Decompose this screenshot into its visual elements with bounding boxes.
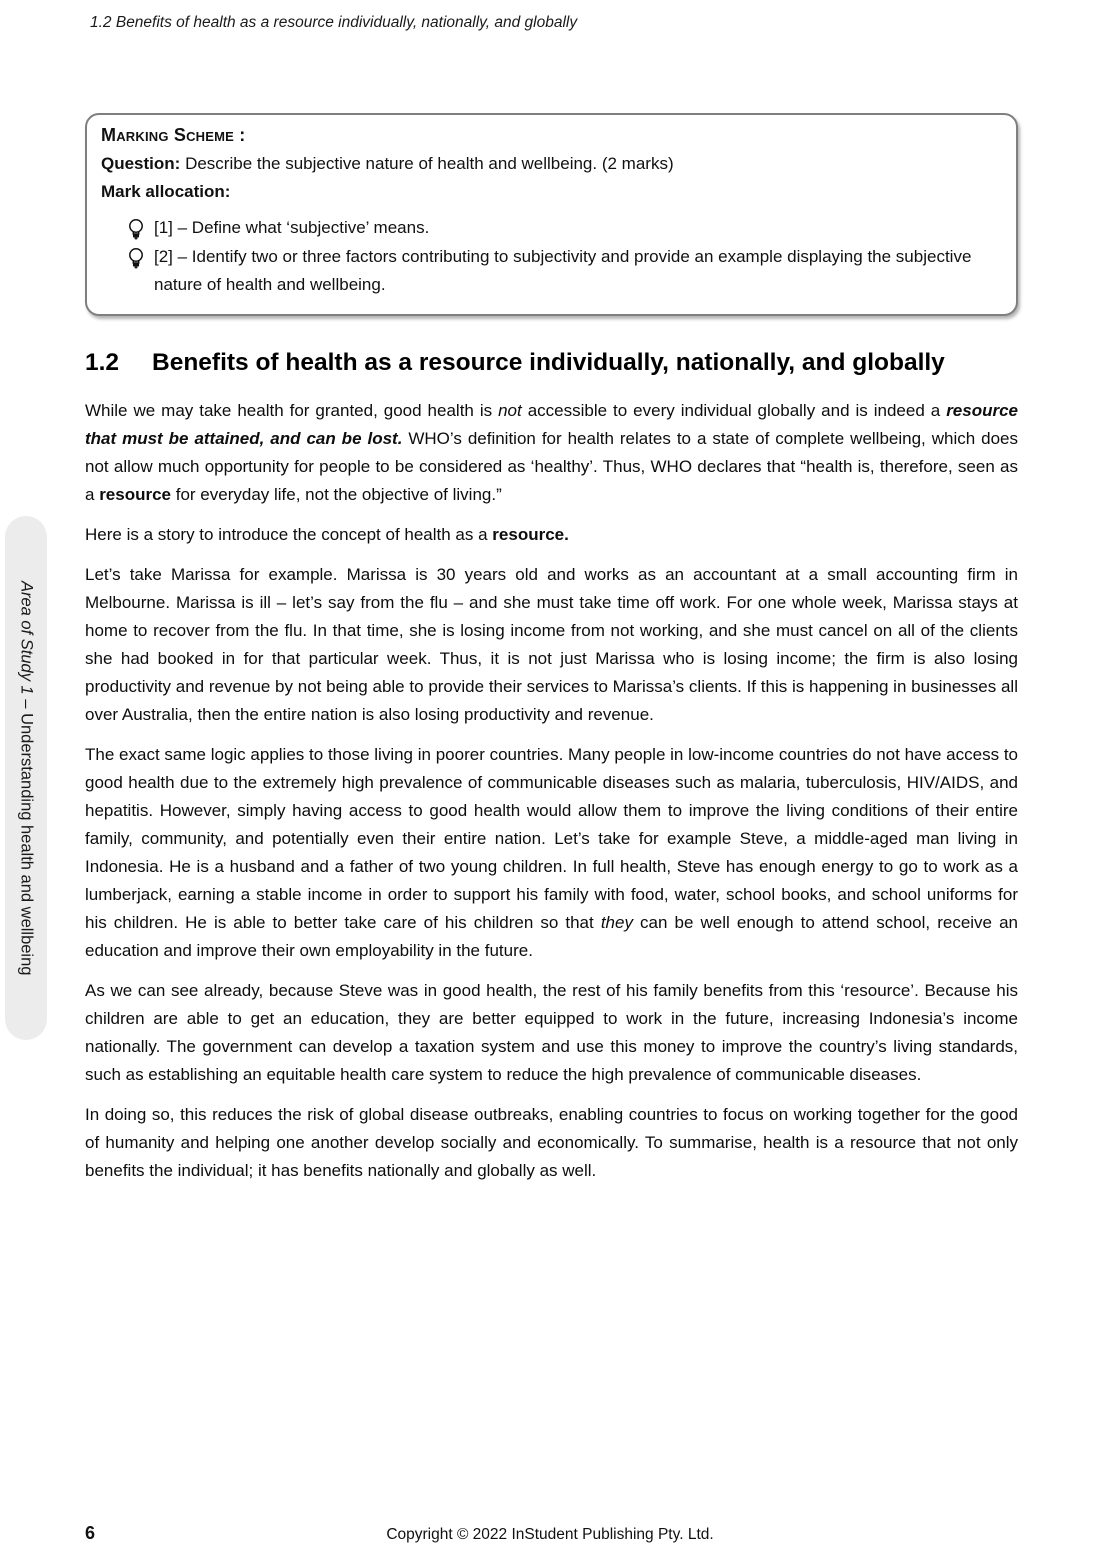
question-label: Question: bbox=[101, 154, 181, 173]
paragraph: In doing so, this reduces the risk of global disease outbreaks, enabling countries to focus on working together for the good of humanity and helping one another develop socially and economically. To summarise, health is a resource that not only benefits the individual; it has benefits nationally and globally as well. bbox=[85, 1105, 1018, 1180]
section-heading bbox=[85, 343, 1018, 382]
copyright-text: Copyright © 2022 InStudent Publishing Pty. Ltd. bbox=[386, 1526, 714, 1543]
running-header: 1.2 Benefits of health as a resource individually, nationally, and globally bbox=[90, 14, 578, 31]
sidebar-label-regular: Understanding health and wellbeing bbox=[17, 712, 36, 976]
marking-item-text: [2] – Identify two or three factors contributing to subjectivity and provide an example displaying the subjective nature of health and wellbeing. bbox=[154, 247, 972, 294]
sidebar-area-of-study-tab bbox=[5, 516, 47, 1040]
marking-item bbox=[127, 214, 1000, 242]
sidebar-label-italic: Area of Study 1 – bbox=[17, 580, 36, 713]
sidebar-label bbox=[17, 581, 36, 975]
lightbulb-icon bbox=[127, 218, 145, 242]
paragraph: As we can see already, because Steve was in good health, the rest of his family benefits from this ‘resource’. Because his children are able to get an education, they are better equipped to work in the future, increasing Indonesia’s income nationally. The government can develop a taxation system and use this money to improve the country’s living standards, such as establishing an equitable health care system to reduce the high prevalence of communicable diseases. bbox=[85, 981, 1018, 1084]
paragraph: Let’s take Marissa for example. Marissa is 30 years old and works as an accountant at a small accounting firm in Melbourne. Marissa is ill – let’s say from the flu – and she must take time off work. For one whole week, Marissa stays at home to recover from the flu. In that time, she is losing income from not working, and she must cancel on all of the clients she had booked in for that particular week. Thus, it is not just Marissa who is losing income; the firm is also losing productivity and revenue by not being able to provide their services to Marissa’s clients. If this is happening in businesses all over Australia, then the entire nation is also losing productivity and revenue. bbox=[85, 565, 1018, 724]
paragraph: Here is a story to introduce the concept of health as a resource. bbox=[85, 525, 569, 544]
marking-scheme-box bbox=[85, 113, 1018, 316]
mark-allocation-row bbox=[101, 178, 1000, 205]
question-text: Describe the subjective nature of health and wellbeing. (2 marks) bbox=[180, 154, 674, 173]
page-content bbox=[85, 113, 1018, 1197]
section-title: Benefits of health as a resource individually, nationally, and globally bbox=[152, 349, 945, 376]
marking-scheme-title: Marking Scheme : bbox=[101, 125, 246, 145]
lightbulb-icon bbox=[127, 247, 145, 271]
marking-item bbox=[127, 243, 1000, 299]
marking-items-list bbox=[101, 214, 1000, 299]
paragraph: The exact same logic applies to those living in poorer countries. Many people in low-income countries do not have access to good health due to the extremely high prevalence of communicable diseases such as malaria, tuberculosis, HIV/AIDS, and hepatitis. However, simply having access to good health would allow them to improve the living conditions of their entire family, community, and potentially even their entire nation. Let’s take for example Steve, a middle-aged man living in Indonesia. He is a husband and a father of two young children. In full health, Steve has enough energy to go to work as a lumberjack, earning a stable income in order to support his family with food, water, school books, and school uniforms for his children. He is able to better take care of his children so that they can be well enough to attend school, receive an education and improve their own employability in the future. bbox=[85, 745, 1018, 960]
marking-scheme-question bbox=[101, 150, 1000, 177]
paragraph: While we may take health for granted, good health is not accessible to every individual globally and is indeed a resource that must be attained, and can be lost. WHO’s definition for health relates to a state of complete wellbeing, which does not allow much opportunity for people to be considered as ‘healthy’. Thus, WHO declares that “health is, therefore, seen as a resource for everyday life, not the objective of living.” bbox=[85, 401, 1019, 504]
section-number: 1.2 bbox=[85, 349, 120, 376]
mark-allocation-label: Mark allocation: bbox=[101, 182, 231, 201]
marking-item-text: [1] – Define what ‘subjective’ means. bbox=[154, 218, 430, 237]
page-number: 6 bbox=[85, 1523, 96, 1543]
